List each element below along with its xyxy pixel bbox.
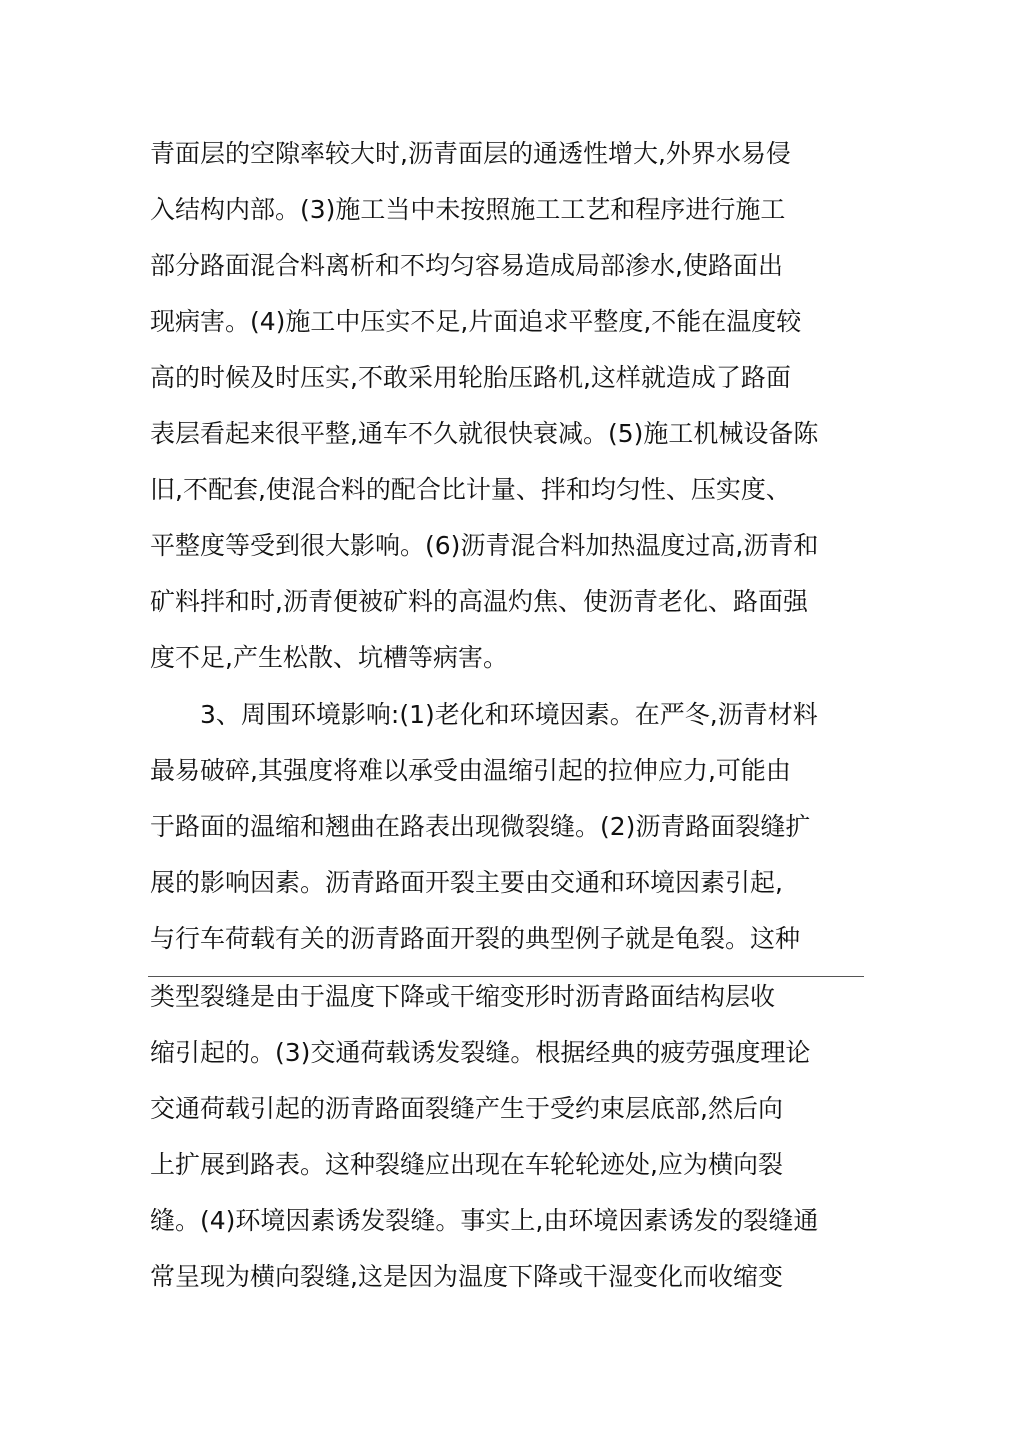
text-line-20: 缝。(4)环境因素诱发裂缝。事实上,由环境因素诱发的裂缝通: [150, 1206, 819, 1235]
text-line-9: 矿料拌和时,沥青便被矿料的高温灼焦、使沥青老化、路面强: [150, 587, 808, 616]
text-line-16: 类型裂缝是由于温度下降或干缩变形时沥青路面结构层收: [150, 982, 776, 1011]
text-line-1: 青面层的空隙率较大时,沥青面层的通透性增大,外界水易侵: [150, 139, 791, 168]
text-line-6: 表层看起来很平整,通车不久就很快衰减。(5)施工机械设备陈: [150, 419, 819, 448]
text-line-5: 高的时候及时压实,不敢采用轮胎压路机,这样就造成了路面: [150, 363, 791, 392]
text-line-12: 最易破碎,其强度将难以承受由温缩引起的拉伸应力,可能由: [150, 756, 791, 785]
text-line-18: 交通荷载引起的沥青路面裂缝产生于受约束层底部,然后向: [150, 1094, 783, 1123]
text-line-7: 旧,不配套,使混合料的配合比计量、拌和均匀性、压实度、: [150, 475, 791, 504]
text-line-2: 入结构内部。(3)施工当中未按照施工工艺和程序进行施工: [150, 195, 786, 224]
paragraph-3-first-line: 3、周围环境影响:(1)老化和环境因素。在严冬,沥青材料: [200, 700, 818, 729]
text-line-10: 度不足,产生松散、坑槽等病害。: [150, 643, 508, 672]
text-line-4: 现病害。(4)施工中压实不足,片面追求平整度,不能在温度较: [150, 307, 802, 336]
text-line-8: 平整度等受到很大影响。(6)沥青混合料加热温度过高,沥青和: [150, 531, 819, 560]
text-line-3: 部分路面混合料离析和不均匀容易造成局部渗水,使路面出: [150, 251, 783, 280]
text-line-13: 于路面的温缩和翘曲在路表出现微裂缝。(2)沥青路面裂缝扩: [150, 812, 811, 841]
text-line-17: 缩引起的。(3)交通荷载诱发裂缝。根据经典的疲劳强度理论: [150, 1038, 811, 1067]
text-line-14: 展的影响因素。沥青路面开裂主要由交通和环境因素引起,: [150, 868, 783, 897]
text-line-19: 上扩展到路表。这种裂缝应出现在车轮轮迹处,应为横向裂: [150, 1150, 783, 1179]
text-line-21: 常呈现为横向裂缝,这是因为温度下降或干湿变化而收缩变: [150, 1262, 783, 1291]
text-line-15: 与行车荷载有关的沥青路面开裂的典型例子就是龟裂。这种: [150, 924, 801, 953]
